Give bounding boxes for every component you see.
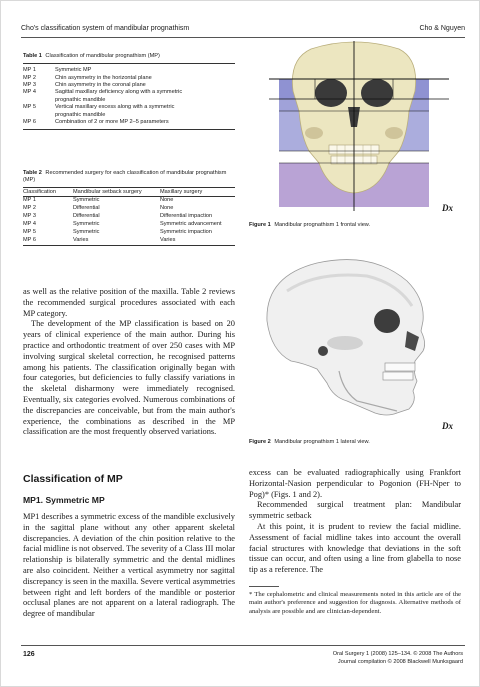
table-cell: Differential [73, 213, 100, 220]
table-cell: Symmetric impaction [160, 229, 212, 236]
table-row [23, 213, 235, 221]
upper-teeth [385, 363, 415, 371]
table-cell: Varies [160, 236, 176, 243]
table-2 [23, 170, 235, 246]
table-row [23, 75, 235, 82]
section-heading: Classification of MP [23, 473, 123, 485]
table-cell: MP 3 [23, 213, 36, 220]
table-cell: MP 6 [23, 119, 36, 126]
subsection-heading: MP1. Symmetric MP [23, 495, 105, 505]
zygomatic-arch [327, 336, 363, 350]
table-1-caption [23, 53, 235, 60]
table-cell: MP 5 [23, 229, 36, 236]
table-cell: Sagittal maxillary deficiency along with a symmetric prognathic mandible [55, 89, 183, 103]
running-head-authors: Cho & Nguyen [419, 25, 465, 32]
table-1-body [23, 67, 235, 126]
table-1-label: Table 1 [23, 53, 42, 59]
table-cell: Combination of 2 or more MP 2–5 parameters [55, 119, 169, 126]
left-column-text-2 [23, 512, 235, 620]
table-2-title: Recommended surgery for each classification of mandibular prognathism (MP) [23, 170, 227, 184]
table-cell: MP 6 [23, 236, 36, 243]
table-cell: Varies [73, 236, 89, 243]
table-rule [23, 63, 235, 64]
table-row [23, 89, 235, 104]
table-row [23, 119, 235, 126]
table-row [23, 197, 235, 205]
journal-citation-line: Journal compilation © 2008 Blackwell Munksgaard [337, 658, 463, 665]
zygoma-right [385, 127, 403, 139]
footnote-rule [249, 586, 279, 587]
figure-1-caption [249, 222, 370, 228]
figure-1 [249, 41, 463, 219]
running-head [21, 25, 465, 32]
figure-2-caption [249, 439, 370, 445]
paragraph: as well as the relative position of the maxilla. Table 2 reviews the recommended surgical procedures associated with each MP category. [23, 287, 235, 318]
paragraph: Recommended surgical treatment plan: Mandibular symmetric setback [249, 500, 461, 521]
table-cell: MP 1 [23, 67, 36, 74]
table-cell: MP 1 [23, 197, 36, 204]
table-rule [23, 245, 235, 246]
running-head-title: Cho's classification system of mandibular prognathism [21, 25, 190, 32]
right-column-text [249, 468, 461, 576]
column-header: Classification [23, 189, 56, 196]
lateral-skull-illustration [247, 251, 463, 431]
table-cell: Symmetric [73, 221, 100, 228]
table-cell: MP 2 [23, 205, 36, 212]
table-row [23, 82, 235, 89]
figure-2-caption-text: Mandibular prognathism 1 lateral view. [274, 439, 370, 445]
table-1-title: Classification of mandibular prognathism (MP) [45, 53, 160, 59]
journal-citation-line: Oral Surgery 1 (2008) 125–134. © 2008 The Authors [332, 651, 463, 657]
column-header: Maxillary surgery [160, 189, 203, 196]
table-cell: MP 4 [23, 221, 36, 228]
table-cell: Symmetric [73, 229, 100, 236]
table-rule [23, 129, 235, 130]
table-row [23, 229, 235, 237]
table-1 [23, 53, 235, 130]
table-row [23, 237, 235, 245]
table-cell: Chin asymmetry in the coronal plane [55, 82, 146, 89]
table-row [23, 221, 235, 229]
table-cell: Symmetric advancement [160, 221, 222, 228]
table-cell: Symmetric MP [55, 67, 92, 74]
table-2-label: Table 2 [23, 170, 42, 176]
table-2-body [23, 188, 235, 244]
table-cell: Differential impaction [160, 213, 213, 220]
table-cell: None [160, 197, 174, 204]
orbit-left [315, 79, 347, 107]
zygoma-left [305, 127, 323, 139]
publisher-logo: Dx [442, 203, 453, 213]
table-cell: MP 5 [23, 104, 36, 111]
figure-2 [247, 251, 463, 431]
table-cell: Chin asymmetry in the horizontal plane [55, 74, 152, 81]
table-cell: Symmetric [73, 197, 100, 204]
footer-rule [21, 645, 465, 646]
table-cell: MP 3 [23, 82, 36, 89]
orbit [374, 309, 400, 333]
orbit-right [361, 79, 393, 107]
frontal-skull-illustration [249, 41, 463, 219]
figure-2-label: Figure 2 [249, 439, 271, 445]
column-header: Mandibular setback surgery [73, 189, 142, 196]
footnote: * The cephalometric and clinical measurements noted in this article are of the main author's preference and suggestion for diagnosis. Alternative methods of analysis are possible and are clinician-dependent. [249, 591, 461, 615]
page-number: 126 [23, 651, 35, 658]
lower-teeth [383, 372, 413, 380]
table-cell: MP 2 [23, 74, 36, 81]
table-cell: MP 4 [23, 89, 36, 96]
table-cell: Vertical maxillary excess along with a symmetric prognathic mandible [55, 104, 175, 118]
figure-1-caption-text: Mandibular prognathism 1 frontal view. [274, 222, 371, 228]
table-header-row [23, 188, 235, 197]
table-2-caption [23, 170, 235, 184]
table-cell: Differential [73, 205, 100, 212]
ear-canal [318, 346, 328, 356]
paragraph: excess can be evaluated radiographically using Frankfort Horizontal-Nasion perpendicular to Pogonion (FH-Nper to Pog)* (Figs. 1 and 2). [249, 468, 461, 499]
publisher-logo: Dx [442, 421, 453, 431]
paragraph: MP1 describes a symmetric excess of the mandible exclusively in the sagittal plane without any other apparent skeletal discrepancies. A deviation of the chin position relative to the facial midline is not observed. The severity of a Class III molar relationship is bilaterally symmetric and the dental midlines are also coincident. Neither a vertical asymmetry nor sagittal discrepancy is seen in the maxilla. Severe vertical asymmetries between right and left borders of the mandible or posterior occlusal planes are not apparent on a lateral radiograph. The degree of mandibular [23, 512, 235, 619]
left-column-text [23, 287, 235, 438]
journal-citation [333, 651, 463, 666]
table-cell: None [160, 205, 174, 212]
header-rule [21, 37, 465, 38]
table-row [23, 67, 235, 74]
paragraph: The development of the MP classification is based on 20 years of clinical experience of the main author. During his practice and orthodontic treatment of over 250 cases with MP involving surgical skeletal correction, he recognised patterns among his patients. The classification originally began with four categories, but deficiencies to fully classify variations in the skeletal disharmony were immediately recognised. Eventually, six categories evolved. Numerous combinations of the discrepancies are conceivable, but from the main author's experience, the combinations as described in the MP classification are the most frequently observed variations. [23, 319, 235, 437]
figure-1-label: Figure 1 [249, 222, 271, 228]
paragraph: At this point, it is prudent to review the facial midline. Assessment of facial midline takes into account the overall facial structures with knowledge that deviations in the soft tissue can occur, and often using a line from glabella to nose tip as a reference. The [249, 521, 461, 575]
table-row [23, 205, 235, 213]
table-row [23, 104, 235, 119]
